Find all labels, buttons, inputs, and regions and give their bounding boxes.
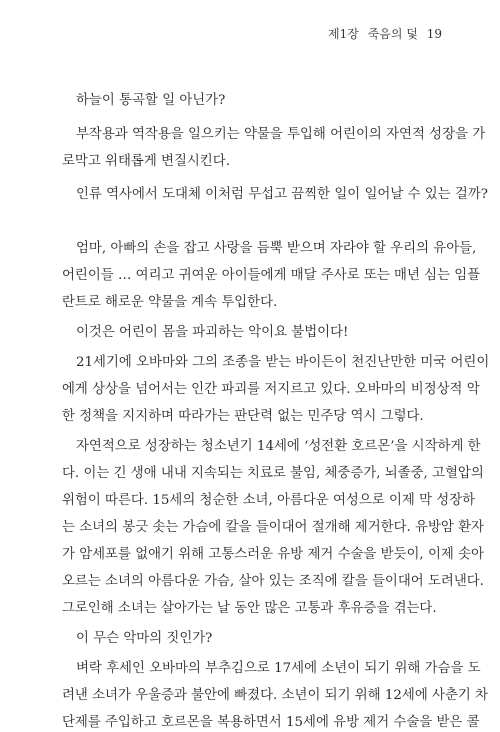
text-line: 벼락 후세인 오바마의 부추김으로 17세에 소년이 되기 위해 가슴을 도 [76, 661, 481, 676]
text-line: 이것은 어린이 몸을 파괴하는 악이요 불법이다! [76, 325, 349, 340]
text-line: 21세기에 오바마와 그의 조종을 받는 바이든이 천진난만한 미국 어린이 [76, 355, 490, 370]
text-line: 오르는 소녀의 아름다운 가슴, 살아 있는 조직에 칼을 들이대어 도려낸다. [62, 574, 484, 589]
text-line: 로막고 위태롭게 변질시킨다. [62, 154, 230, 169]
text-line: 인류 역사에서 도대체 이처럼 무섭고 끔찍한 일이 일어날 수 있는 걸까? [76, 187, 488, 202]
text-line: 란트로 해로운 약물을 계속 투입한다. [62, 295, 278, 310]
text-line: 어린이들 … 여리고 귀여운 아이들에게 매달 주사로 또는 매년 심는 임플 [62, 268, 481, 283]
chapter-label: 제1장 [328, 27, 359, 41]
text-line: 위험이 따른다. 15세의 청순한 소녀, 아름다운 여성으로 이제 막 성장하 [62, 493, 476, 508]
text-line: 하늘이 통곡할 일 아닌가? [76, 93, 226, 108]
page-number: 19 [426, 27, 442, 41]
text-line: 다. 이는 긴 생애 내내 지속되는 치료로 불임, 체중증가, 뇌졸중, 고혈압의 [62, 466, 484, 481]
text-line: 단제를 주입하고 호르몬을 복용하면서 15세에 유방 제거 수술을 받은 콜 [62, 715, 480, 730]
text-line: 려낸 소녀가 우울증과 불안에 빠졌다. 소년이 되기 위해 12세에 사춘기 차 [62, 688, 489, 703]
text-line: 그로인해 소녀는 살아가는 날 동안 많은 고통과 후유증을 겪는다. [62, 601, 437, 616]
text-line: 에게 상상을 넘어서는 인간 파괴를 저지르고 있다. 오바마의 비정상적 악 [62, 382, 480, 397]
text-line: 자연적으로 성장하는 청소년기 14세에 ‘성전환 호르몬’을 시작하게 한 [76, 439, 481, 454]
running-header [328, 26, 442, 42]
chapter-title: 죽음의 덫 [367, 27, 418, 41]
text-line: 엄마, 아빠의 손을 잡고 사랑을 듬뿍 받으며 자라야 할 우리의 유아들, [76, 241, 477, 256]
text-line: 가 암세포를 없애기 위해 고통스러운 유방 제거 수술을 받듯이, 이제 솟아 [62, 547, 484, 562]
text-line: 이 무슨 악마의 짓인가? [76, 631, 213, 646]
text-line: 부작용과 역작용을 일으키는 약물을 투입해 어린이의 자연적 성장을 가 [76, 127, 486, 142]
text-line: 한 정책을 지지하며 따라가는 판단력 없는 민주당 역시 그렇다. [62, 409, 424, 424]
text-line: 는 소녀의 봉긋 솟는 가슴에 칼을 들이대어 절개해 제거한다. 유방암 환자 [62, 520, 484, 535]
